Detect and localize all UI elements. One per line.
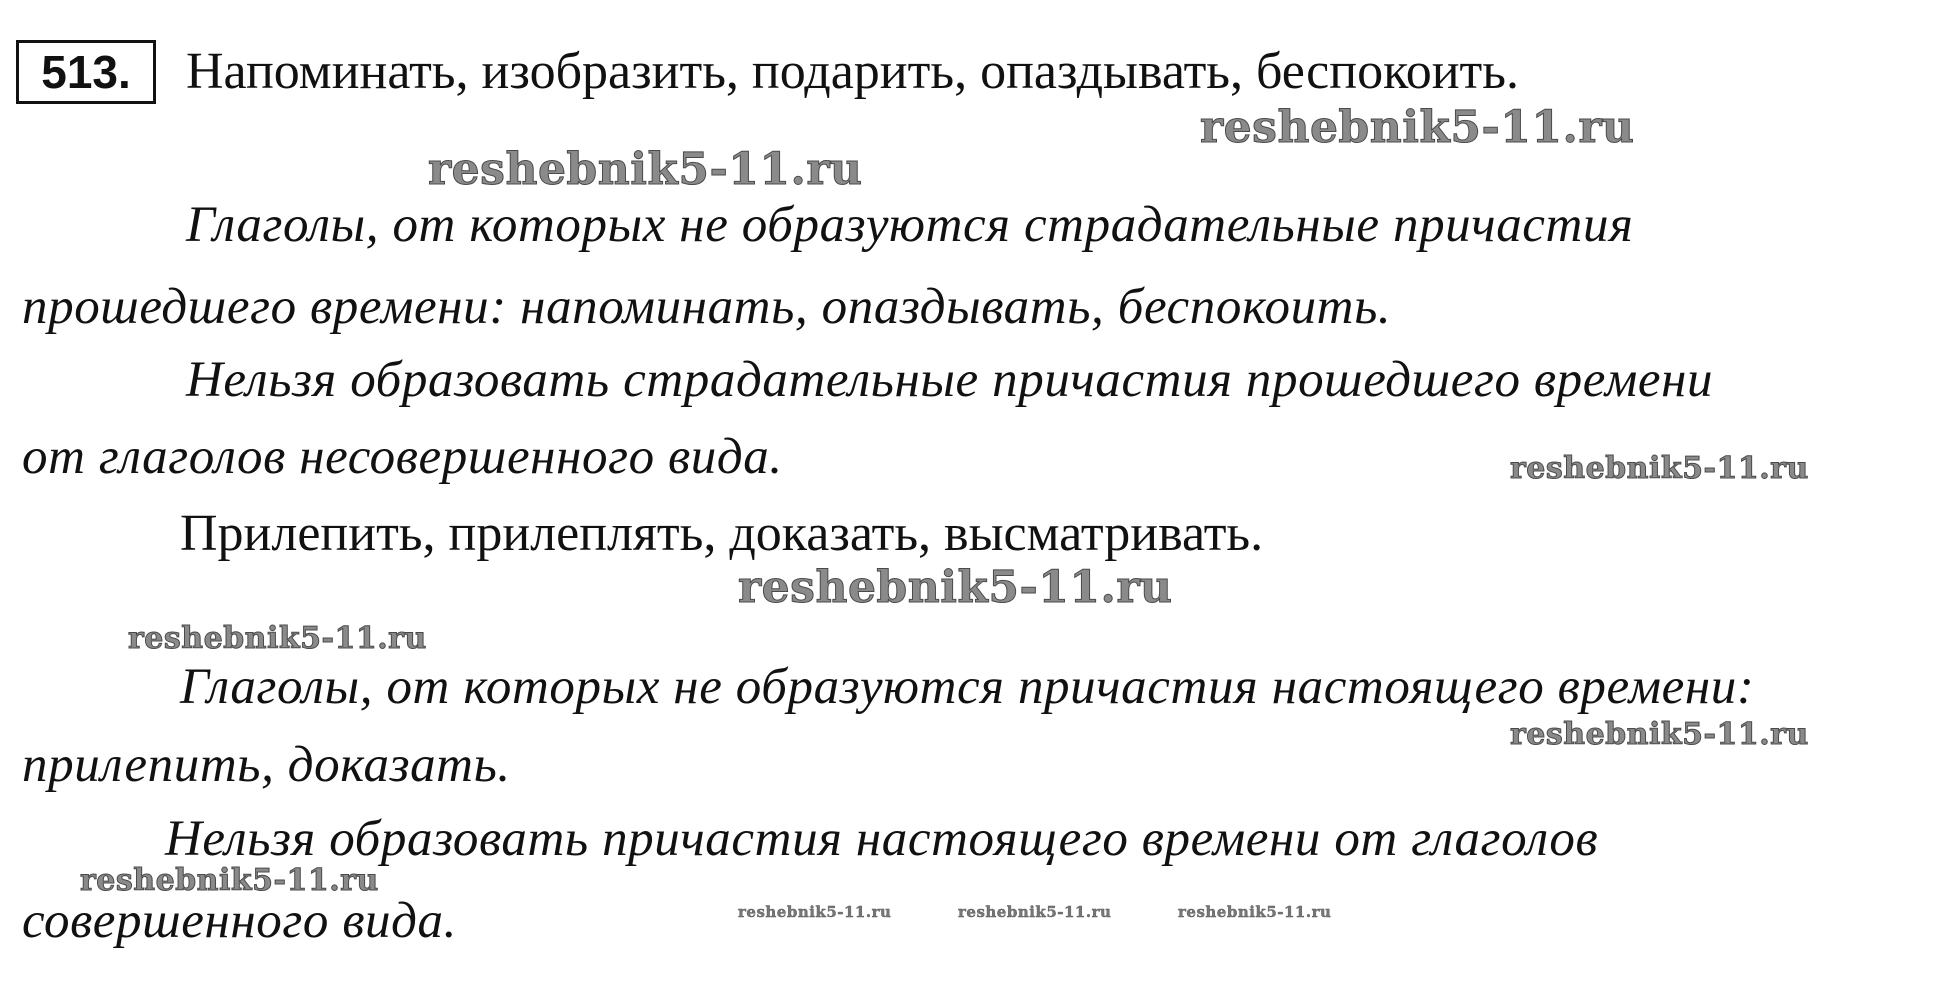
task-2-line: Прилепить, прилеплять, доказать, высматривать.	[180, 505, 1264, 562]
watermark: reshebnik5-11.ru	[738, 562, 1173, 613]
watermark: reshebnik5-11.ru	[1178, 903, 1332, 921]
paragraph-3-line-2: прилепить, доказать.	[22, 737, 511, 793]
watermark: reshebnik5-11.ru	[80, 863, 379, 898]
watermark: reshebnik5-11.ru	[1200, 102, 1635, 153]
watermark: reshebnik5-11.ru	[128, 621, 427, 656]
task-line: Напоминать, изобразить, подарить, опаздывать, беспокоить.	[186, 43, 1519, 100]
watermark: reshebnik5-11.ru	[1510, 717, 1809, 752]
paragraph-3-line-1: Глаголы, от которых не образуются причастия настоящего времени:	[180, 659, 1755, 715]
paragraph-1-line-2: прошедшего времени: напоминать, опаздывать, беспокоить.	[22, 279, 1392, 335]
watermark: reshebnik5-11.ru	[1510, 451, 1809, 486]
paragraph-4-line-1: Нельзя образовать причастия настоящего времени от глаголов	[165, 811, 1599, 867]
watermark: reshebnik5-11.ru	[428, 144, 863, 195]
paragraph-2-line-1: Нельзя образовать страдательные причастия прошедшего времени	[186, 352, 1714, 408]
paragraph-4-line-2: совершенного вида.	[22, 893, 458, 949]
watermark: reshebnik5-11.ru	[958, 903, 1112, 921]
watermark: reshebnik5-11.ru	[738, 903, 892, 921]
paragraph-1-line-1: Глаголы, от которых не образуются страдательные причастия	[186, 197, 1634, 253]
exercise-number-box: 513.	[16, 40, 156, 104]
paragraph-2-line-2: от глаголов несовершенного вида.	[22, 429, 783, 485]
